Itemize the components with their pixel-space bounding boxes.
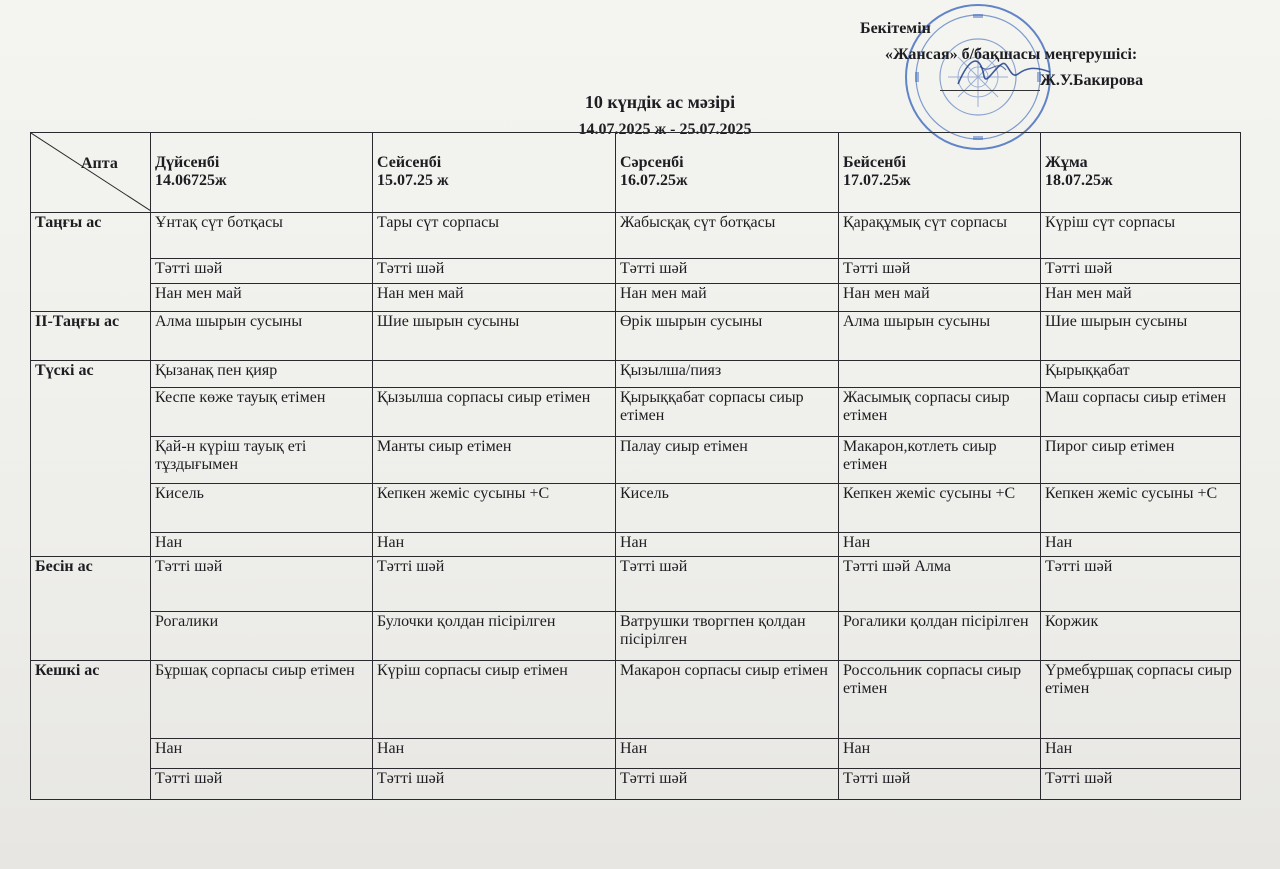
approval-position: «Жансая» б/бақшасы меңгерушісі: <box>885 46 1138 63</box>
menu-cell: Кепкен жеміс сусыны +С <box>1041 483 1241 532</box>
menu-cell: Қырыққабат сорпасы сиыр етімен <box>616 387 839 436</box>
menu-cell: Нан мен май <box>616 283 839 312</box>
table-row <box>31 387 1241 436</box>
meal-dinner: Кешкі ас <box>31 661 151 800</box>
menu-cell: Нан мен май <box>839 283 1041 312</box>
menu-cell: Қызылша/пияз <box>616 361 839 388</box>
menu-cell: Кеспе көже тауық етімен <box>151 387 373 436</box>
menu-cell: Нан <box>1041 738 1241 769</box>
menu-cell: Үрмебұршақ сорпасы сиыр етімен <box>1041 661 1241 739</box>
menu-cell: Бұршақ сорпасы сиыр етімен <box>151 661 373 739</box>
menu-cell: Нан мен май <box>151 283 373 312</box>
meal-lunch: Түскі ас <box>31 361 151 557</box>
meal-snack: Бесін ас <box>31 557 151 661</box>
menu-cell: Алма шырын сусыны <box>151 312 373 361</box>
menu-cell: Ватрушки творгпен қолдан пісірілген <box>616 612 839 661</box>
menu-cell: Қарақұмық сүт сорпасы <box>839 212 1041 259</box>
menu-cell: Кепкен жеміс сусыны +С <box>373 483 616 532</box>
menu-period: 14.07.2025 ж - 25.07.2025 <box>578 121 752 138</box>
menu-cell: Тәтті шәй <box>373 259 616 283</box>
menu-cell: Өрік шырын сусыны <box>616 312 839 361</box>
menu-cell: Нан <box>373 532 616 556</box>
menu-cell: Кисель <box>616 483 839 532</box>
menu-cell: Қырыққабат <box>1041 361 1241 388</box>
menu-cell: Тәтті шәй <box>151 557 373 612</box>
menu-cell <box>839 361 1041 388</box>
menu-cell: Тәтті шәй <box>1041 259 1241 283</box>
table-row <box>31 612 1241 661</box>
menu-cell: Ұнтақ сүт ботқасы <box>151 212 373 259</box>
menu-cell: Кисель <box>151 483 373 532</box>
menu-cell: Тәтті шәй <box>373 769 616 800</box>
menu-cell: Шие шырын сусыны <box>373 312 616 361</box>
table-row <box>31 283 1241 312</box>
day-header-wednesday: Сәрсенбі 16.07.25ж <box>616 133 839 213</box>
menu-cell: Күріш сүт сорпасы <box>1041 212 1241 259</box>
menu-cell: Нан <box>151 738 373 769</box>
menu-cell: Тары сүт сорпасы <box>373 212 616 259</box>
menu-cell: Тәтті шәй <box>151 259 373 283</box>
menu-cell: Маш сорпасы сиыр етімен <box>1041 387 1241 436</box>
menu-cell: Күріш сорпасы сиыр етімен <box>373 661 616 739</box>
table-row <box>31 436 1241 483</box>
menu-cell: Коржик <box>1041 612 1241 661</box>
table-row <box>31 661 1241 739</box>
week-label: Апта <box>81 155 118 172</box>
day-header-monday: Дүйсенбі 14.06725ж <box>151 133 373 213</box>
table-row <box>31 738 1241 769</box>
approval-heading: Бекітемін <box>860 20 931 37</box>
signature-line <box>940 90 1040 91</box>
menu-table <box>30 132 1241 800</box>
meal-breakfast: Таңғы ас <box>31 212 151 312</box>
menu-cell: Нан мен май <box>373 283 616 312</box>
menu-cell: Манты сиыр етімен <box>373 436 616 483</box>
meal-second-breakfast: ІІ-Таңғы ас <box>31 312 151 361</box>
menu-cell: Тәтті шәй <box>839 259 1041 283</box>
menu-cell: Рогалики <box>151 612 373 661</box>
menu-cell: Рогалики қолдан пісірілген <box>839 612 1041 661</box>
menu-cell: Тәтті шәй <box>151 769 373 800</box>
menu-cell: Жабысқақ сүт ботқасы <box>616 212 839 259</box>
menu-cell: Нан <box>839 532 1041 556</box>
table-row <box>31 361 1241 388</box>
table-row <box>31 557 1241 612</box>
table-header-row <box>31 133 1241 213</box>
menu-cell: Нан <box>1041 532 1241 556</box>
corner-cell <box>31 133 151 213</box>
menu-cell: Алма шырын сусыны <box>839 312 1041 361</box>
menu-cell: Қызылша сорпасы сиыр етімен <box>373 387 616 436</box>
menu-cell: Нан <box>373 738 616 769</box>
menu-cell: Тәтті шәй <box>373 557 616 612</box>
menu-cell: Тәтті шәй <box>616 259 839 283</box>
menu-cell: Булочки қолдан пісірілген <box>373 612 616 661</box>
menu-cell: Макарон сорпасы сиыр етімен <box>616 661 839 739</box>
menu-cell: Кепкен жеміс сусыны +С <box>839 483 1041 532</box>
menu-cell: Тәтті шәй <box>839 769 1041 800</box>
menu-cell: Тәтті шәй <box>616 557 839 612</box>
menu-cell: Макарон,котлеть сиыр етімен <box>839 436 1041 483</box>
menu-cell: Тәтті шәй <box>1041 769 1241 800</box>
day-header-tuesday: Сейсенбі 15.07.25 ж <box>373 133 616 213</box>
day-header-friday: Жұма 18.07.25ж <box>1041 133 1241 213</box>
menu-cell: Пирог сиыр етімен <box>1041 436 1241 483</box>
table-row <box>31 532 1241 556</box>
menu-cell: Жасымық сорпасы сиыр етімен <box>839 387 1041 436</box>
menu-cell: Нан <box>839 738 1041 769</box>
menu-cell: Нан <box>151 532 373 556</box>
menu-cell: Нан мен май <box>1041 283 1241 312</box>
menu-cell: Тәтті шәй <box>1041 557 1241 612</box>
menu-cell: Палау сиыр етімен <box>616 436 839 483</box>
day-header-thursday: Бейсенбі 17.07.25ж <box>839 133 1041 213</box>
approval-name: Ж.У.Бакирова <box>1040 72 1144 89</box>
menu-cell: Шие шырын сусыны <box>1041 312 1241 361</box>
table-row <box>31 312 1241 361</box>
table-row <box>31 769 1241 800</box>
menu-cell: Қызанақ пен қияр <box>151 361 373 388</box>
table-row <box>31 259 1241 283</box>
menu-cell: Тәтті шәй Алма <box>839 557 1041 612</box>
menu-cell: Нан <box>616 738 839 769</box>
menu-cell <box>373 361 616 388</box>
menu-cell: Нан <box>616 532 839 556</box>
table-row <box>31 483 1241 532</box>
menu-cell: Тәтті шәй <box>616 769 839 800</box>
menu-cell: Россольник сорпасы сиыр етімен <box>839 661 1041 739</box>
menu-cell: Қай-н күріш тауық еті тұздығымен <box>151 436 373 483</box>
table-row <box>31 212 1241 259</box>
document-title: 10 күндік ас мәзірі <box>584 92 736 112</box>
